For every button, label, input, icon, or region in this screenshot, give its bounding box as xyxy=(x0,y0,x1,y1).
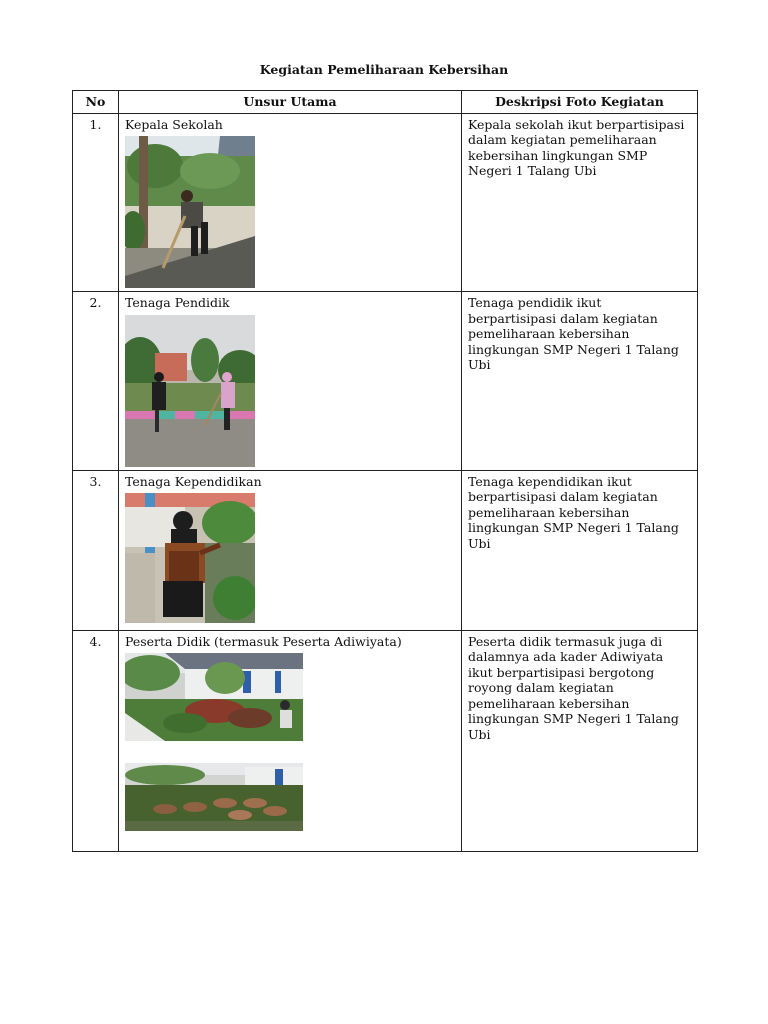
header-no: No xyxy=(73,91,119,114)
unsur-cell xyxy=(119,470,462,630)
unsur-cell xyxy=(119,292,462,471)
unsur-label: Tenaga Pendidik xyxy=(125,295,230,310)
table-header-row xyxy=(73,91,698,114)
row-number: 4. xyxy=(73,630,119,851)
document-title: Kegiatan Pemeliharaan Kebersihan xyxy=(259,62,509,77)
unsur-label: Kepala Sekolah xyxy=(125,116,223,132)
unsur-label: Tenaga Kependidikan xyxy=(125,473,262,489)
deskripsi-cell: Kepala sekolah ikut berpartisipasi dalam kegiatan pemeliharaan kebersihan lingkungan SMP Negeri 1 Talang Ubi xyxy=(462,113,698,292)
row-number: 1. xyxy=(73,113,119,292)
table-row xyxy=(73,630,698,851)
photo-principal-sweeping xyxy=(125,136,455,288)
row-number: 2. xyxy=(73,292,119,471)
unsur-cell xyxy=(119,630,462,851)
activity-table xyxy=(72,90,698,852)
table-row xyxy=(73,113,698,292)
row-number: 3. xyxy=(73,470,119,630)
header-unsur-utama: Unsur Utama xyxy=(119,91,462,114)
table-row xyxy=(73,292,698,471)
unsur-cell xyxy=(119,113,462,292)
photo-students-plant-pots xyxy=(125,763,455,831)
table-row xyxy=(73,470,698,630)
photo-teachers-sweeping xyxy=(125,315,455,467)
photo-students-garden xyxy=(125,653,455,741)
header-deskripsi: Deskripsi Foto Kegiatan xyxy=(462,91,698,114)
photo-staff-watering-plants xyxy=(125,493,455,623)
deskripsi-cell: Tenaga kependidikan ikut berpartisipasi dalam kegiatan pemeliharaan kebersihan lingkungan SMP Negeri 1 Talang Ubi xyxy=(462,470,698,630)
deskripsi-cell: Peserta didik termasuk juga di dalamnya ada kader Adiwiyata ikut berpartisipasi bergotong royong dalam kegiatan pemeliharaan kebersihan lingkungan SMP Negeri 1 Talang Ubi xyxy=(462,630,698,851)
unsur-label: Peserta Didik (termasuk Peserta Adiwiyata) xyxy=(125,633,402,649)
deskripsi-cell: Tenaga pendidik ikut berpartisipasi dalam kegiatan pemeliharaan kebersihan lingkungan SMP Negeri 1 Talang Ubi xyxy=(462,292,698,471)
